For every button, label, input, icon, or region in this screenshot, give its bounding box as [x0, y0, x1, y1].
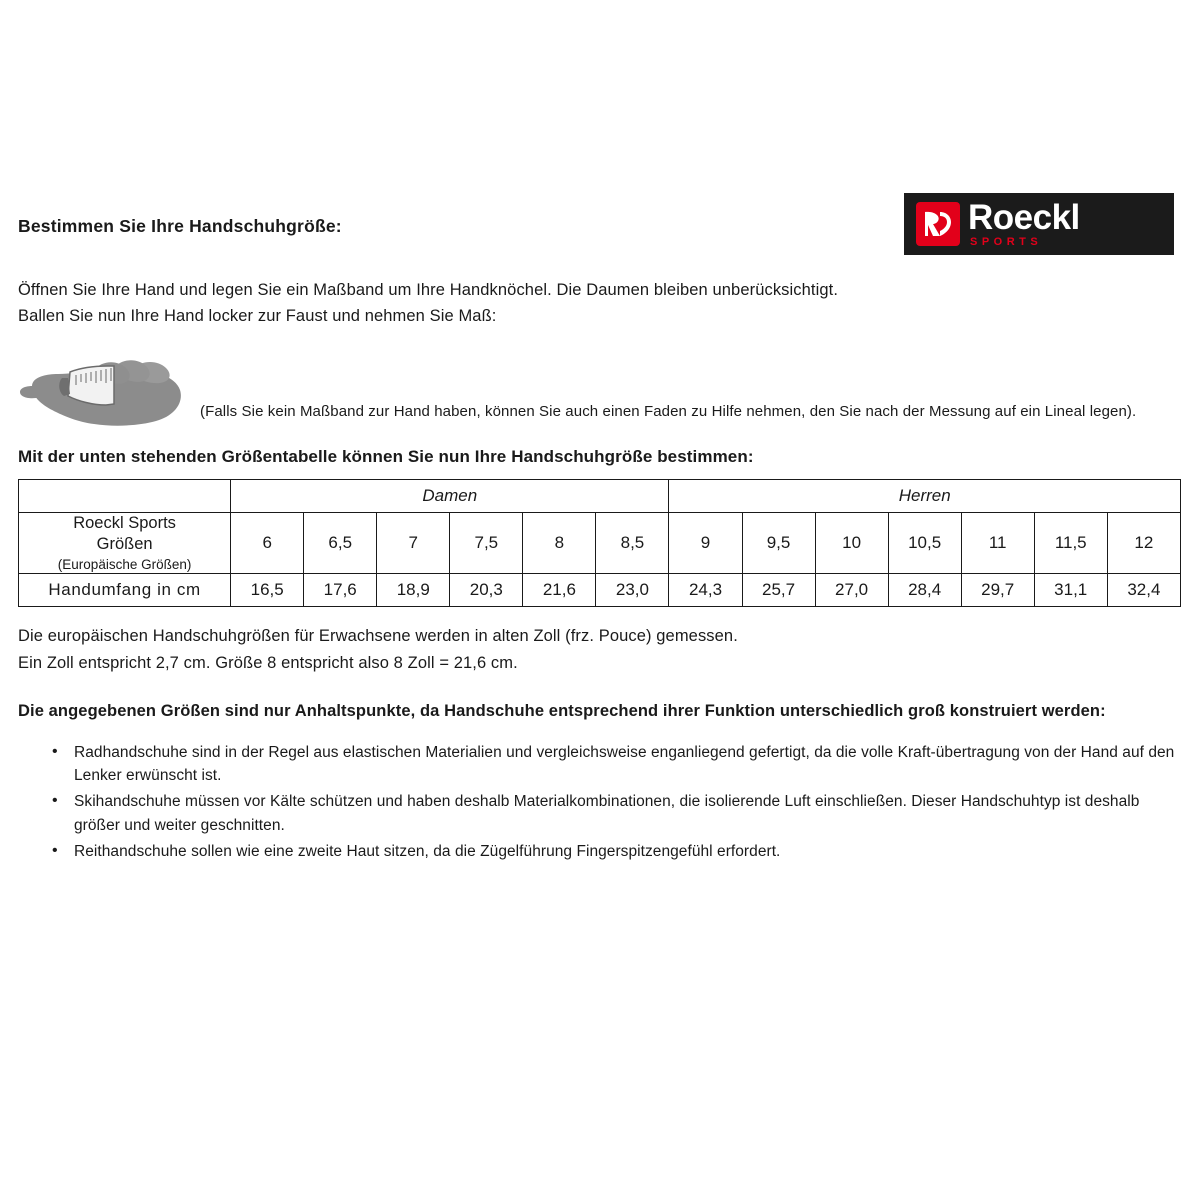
document-header [18, 198, 1182, 255]
inch-explanation [18, 623, 1182, 676]
table-corner-cell [19, 479, 231, 512]
intro-line-2: Ballen Sie nun Ihre Hand locker zur Faust und nehmen Sie Maß: [18, 307, 497, 326]
circumference-value: 20,3 [450, 574, 523, 607]
glove-size-table [18, 479, 1181, 607]
circumference-value: 29,7 [961, 574, 1034, 607]
size-value: 9,5 [742, 512, 815, 573]
logo-subtitle: SPORTS [970, 236, 1043, 248]
size-value: 10 [815, 512, 888, 573]
hand-with-measuring-tape-icon [18, 342, 200, 437]
roeckl-r-monogram-icon [916, 202, 960, 246]
inch-line-2: Ein Zoll entspricht 2,7 cm. Größe 8 entspricht also 8 Zoll = 21,6 cm. [18, 653, 518, 672]
row-label-line-1: Roeckl Sports [73, 513, 176, 532]
circumference-value: 27,0 [815, 574, 888, 607]
table-intro-heading: Mit der unten stehenden Größentabelle können Sie nun Ihre Handschuhgröße bestimmen: [18, 446, 754, 466]
circumference-value: 18,9 [377, 574, 450, 607]
size-value: 12 [1107, 512, 1180, 573]
inch-line-1: Die europäischen Handschuhgrößen für Erwachsene werden in alten Zoll (frz. Pouce) gemessen. [18, 627, 738, 646]
row-label-sizes [19, 512, 231, 573]
size-value: 11 [961, 512, 1034, 573]
logo-wordmark: Roeckl [968, 198, 1080, 237]
circumference-value: 23,0 [596, 574, 669, 607]
roeckl-sports-logo [904, 193, 1174, 255]
row-label-line-2: Größen [96, 535, 153, 554]
size-value: 6,5 [304, 512, 377, 573]
circumference-value: 28,4 [888, 574, 961, 607]
page-title: Bestimmen Sie Ihre Handschuhgröße: [18, 216, 342, 236]
size-value: 7,5 [450, 512, 523, 573]
size-value: 11,5 [1034, 512, 1107, 573]
size-value: 7 [377, 512, 450, 573]
circumference-value: 31,1 [1034, 574, 1107, 607]
guidance-note: Die angegebenen Größen sind nur Anhaltspunkte, da Handschuhe entsprechend ihrer Funktion unterschiedlich groß konstruiert werden: [18, 701, 1106, 720]
circumference-value: 32,4 [1107, 574, 1180, 607]
glove-type-list [18, 741, 1182, 863]
circumference-value: 17,6 [304, 574, 377, 607]
size-value: 9 [669, 512, 742, 573]
size-value: 8 [523, 512, 596, 573]
table-row-sizes [19, 512, 1181, 573]
circumference-value: 21,6 [523, 574, 596, 607]
table-row-circumference [19, 574, 1181, 607]
measuring-note: (Falls Sie kein Maßband zur Hand haben, können Sie auch einen Faden zu Hilfe nehmen, den Sie nach der Messung auf ein Lineal legen). [200, 402, 1137, 420]
group-header-herren: Herren [669, 479, 1181, 512]
list-item: • Radhandschuhe sind in der Regel aus elastischen Materialien und vergleichsweise enganliegend gefertigt, da die volle Kraft-übertragung von der Hand auf den Lenker erwünscht ist. [52, 741, 1182, 788]
circumference-value: 24,3 [669, 574, 742, 607]
list-item: • Reithandschuhe sollen wie eine zweite Haut sitzen, da die Zügelführung Fingerspitzengefühl erfordert. [52, 840, 1182, 863]
intro-line-1: Öffnen Sie Ihre Hand und legen Sie ein Maßband um Ihre Handknöchel. Die Daumen bleiben unberücksichtigt. [18, 281, 839, 299]
size-value: 10,5 [888, 512, 961, 573]
list-item: • Skihandschuhe müssen vor Kälte schützen und haben deshalb Materialkombinationen, die isolierende Luft einschließen. Dieser Handschuhtyp ist deshalb größer und weiter geschnitten. [52, 790, 1182, 837]
size-value: 8,5 [596, 512, 669, 573]
row-label-line-3: (Europäische Größen) [57, 556, 192, 572]
circumference-value: 16,5 [231, 574, 304, 607]
table-group-row [19, 479, 1181, 512]
size-value: 6 [231, 512, 304, 573]
circumference-value: 25,7 [742, 574, 815, 607]
intro-paragraph [18, 277, 1182, 330]
row-label-circumference: Handumfang in cm [19, 574, 231, 607]
hand-measure-block [18, 342, 1182, 437]
group-header-damen: Damen [231, 479, 669, 512]
